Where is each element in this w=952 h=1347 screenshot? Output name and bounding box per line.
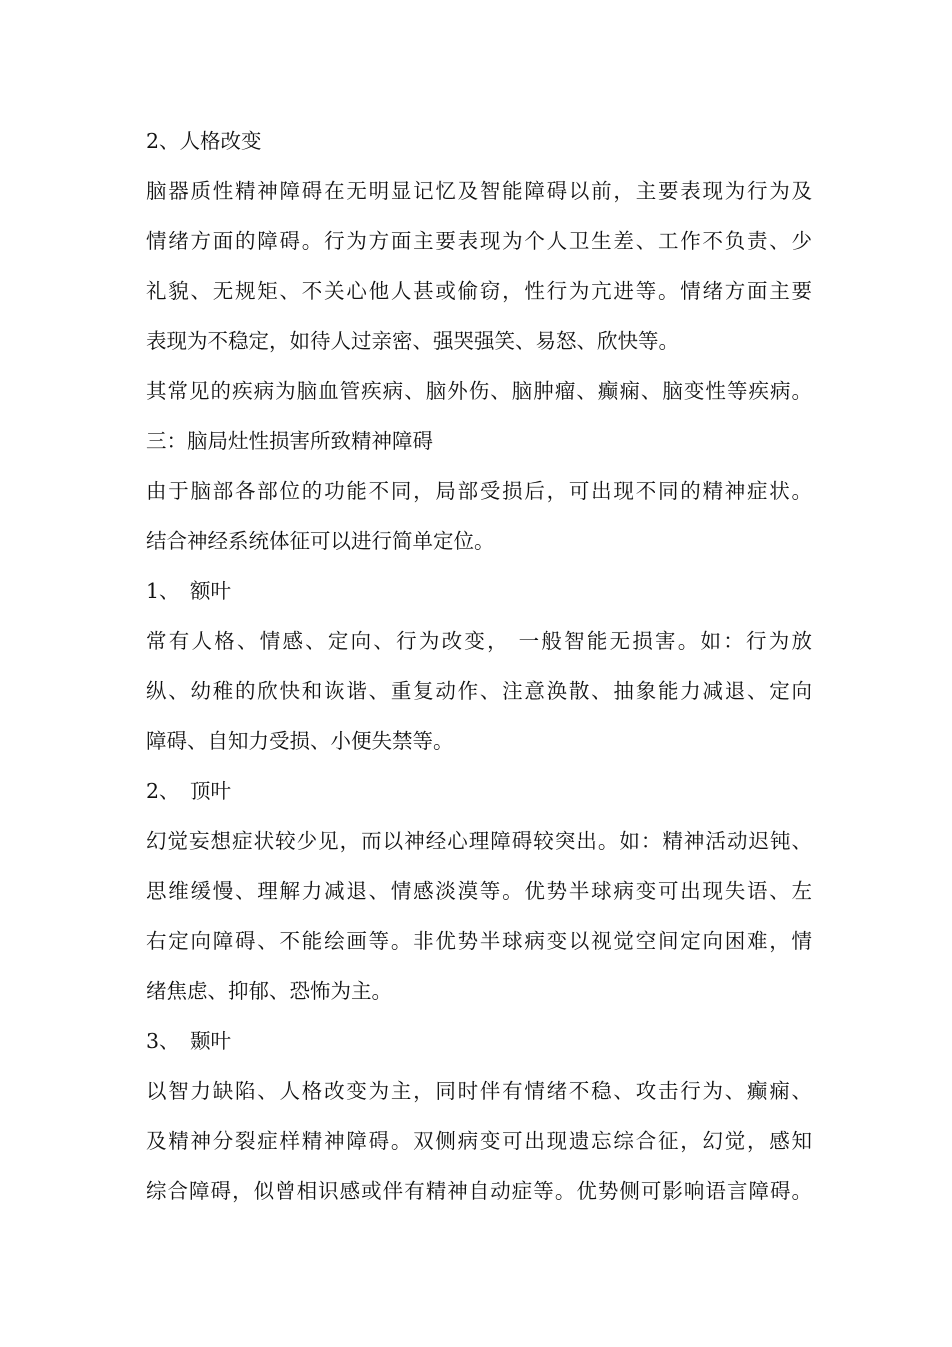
paragraph-line: 右定向障碍、不能绘画等。非优势半球病变以视觉空间定向困难，情 — [146, 929, 812, 953]
subheading-frontal-lobe — [146, 566, 812, 616]
subheading-number: 2、 — [146, 779, 180, 803]
section-heading-focal-lesions: 三：脑局灶性损害所致精神障碍 — [146, 429, 433, 453]
subheading-title: 额叶 — [190, 579, 231, 603]
paragraph-line: 常有人格、情感、定向、行为改变， 一般智能无损害。如：行为放 — [146, 629, 812, 653]
paragraph-line: 礼貌、无规矩、不关心他人甚或偷窃，性行为亢进等。情绪方面主要 — [146, 279, 812, 303]
paragraph-line: 结合神经系统体征可以进行简单定位。 — [146, 529, 495, 553]
subheading-title: 颞叶 — [190, 1029, 231, 1053]
paragraph-line: 表现为不稳定，如待人过亲密、强哭强笑、易怒、欣快等。 — [146, 329, 679, 353]
subheading-temporal-lobe — [146, 1016, 812, 1066]
paragraph-line: 由于脑部各部位的功能不同，局部受损后，可出现不同的精神症状。 — [146, 479, 812, 503]
subheading-number: 3、 — [146, 1029, 180, 1053]
paragraph-line: 幻觉妄想症状较少见，而以神经心理障碍较突出。如：精神活动迟钝、 — [146, 829, 812, 853]
paragraph-line: 纵、幼稚的欣快和诙谐、重复动作、注意涣散、抽象能力减退、定向 — [146, 679, 812, 703]
paragraph-line: 思维缓慢、理解力减退、情感淡漠等。优势半球病变可出现失语、左 — [146, 879, 812, 903]
paragraph-line: 及精神分裂症样精神障碍。双侧病变可出现遗忘综合征，幻觉，感知 — [146, 1129, 812, 1153]
paragraph-line: 情绪方面的障碍。行为方面主要表现为个人卫生差、工作不负责、少 — [146, 229, 812, 253]
paragraph-line: 其常见的疾病为脑血管疾病、脑外伤、脑肿瘤、癫痫、脑变性等疾病。 — [146, 379, 812, 403]
subheading-title: 顶叶 — [190, 779, 231, 803]
paragraph-line: 综合障碍，似曾相识感或伴有精神自动症等。优势侧可影响语言障碍。 — [146, 1179, 812, 1203]
paragraph-line: 绪焦虑、抑郁、恐怖为主。 — [146, 979, 392, 1003]
paragraph-line: 脑器质性精神障碍在无明显记忆及智能障碍以前，主要表现为行为及 — [146, 179, 812, 203]
subheading-number: 1、 — [146, 579, 180, 603]
document-page — [146, 116, 812, 1216]
paragraph-line: 障碍、自知力受损、小便失禁等。 — [146, 729, 454, 753]
subheading-parietal-lobe — [146, 766, 812, 816]
section-heading-personality-change: 2、人格改变 — [146, 129, 262, 153]
paragraph-line: 以智力缺陷、人格改变为主，同时伴有情绪不稳、攻击行为、癫痫、 — [146, 1079, 812, 1103]
